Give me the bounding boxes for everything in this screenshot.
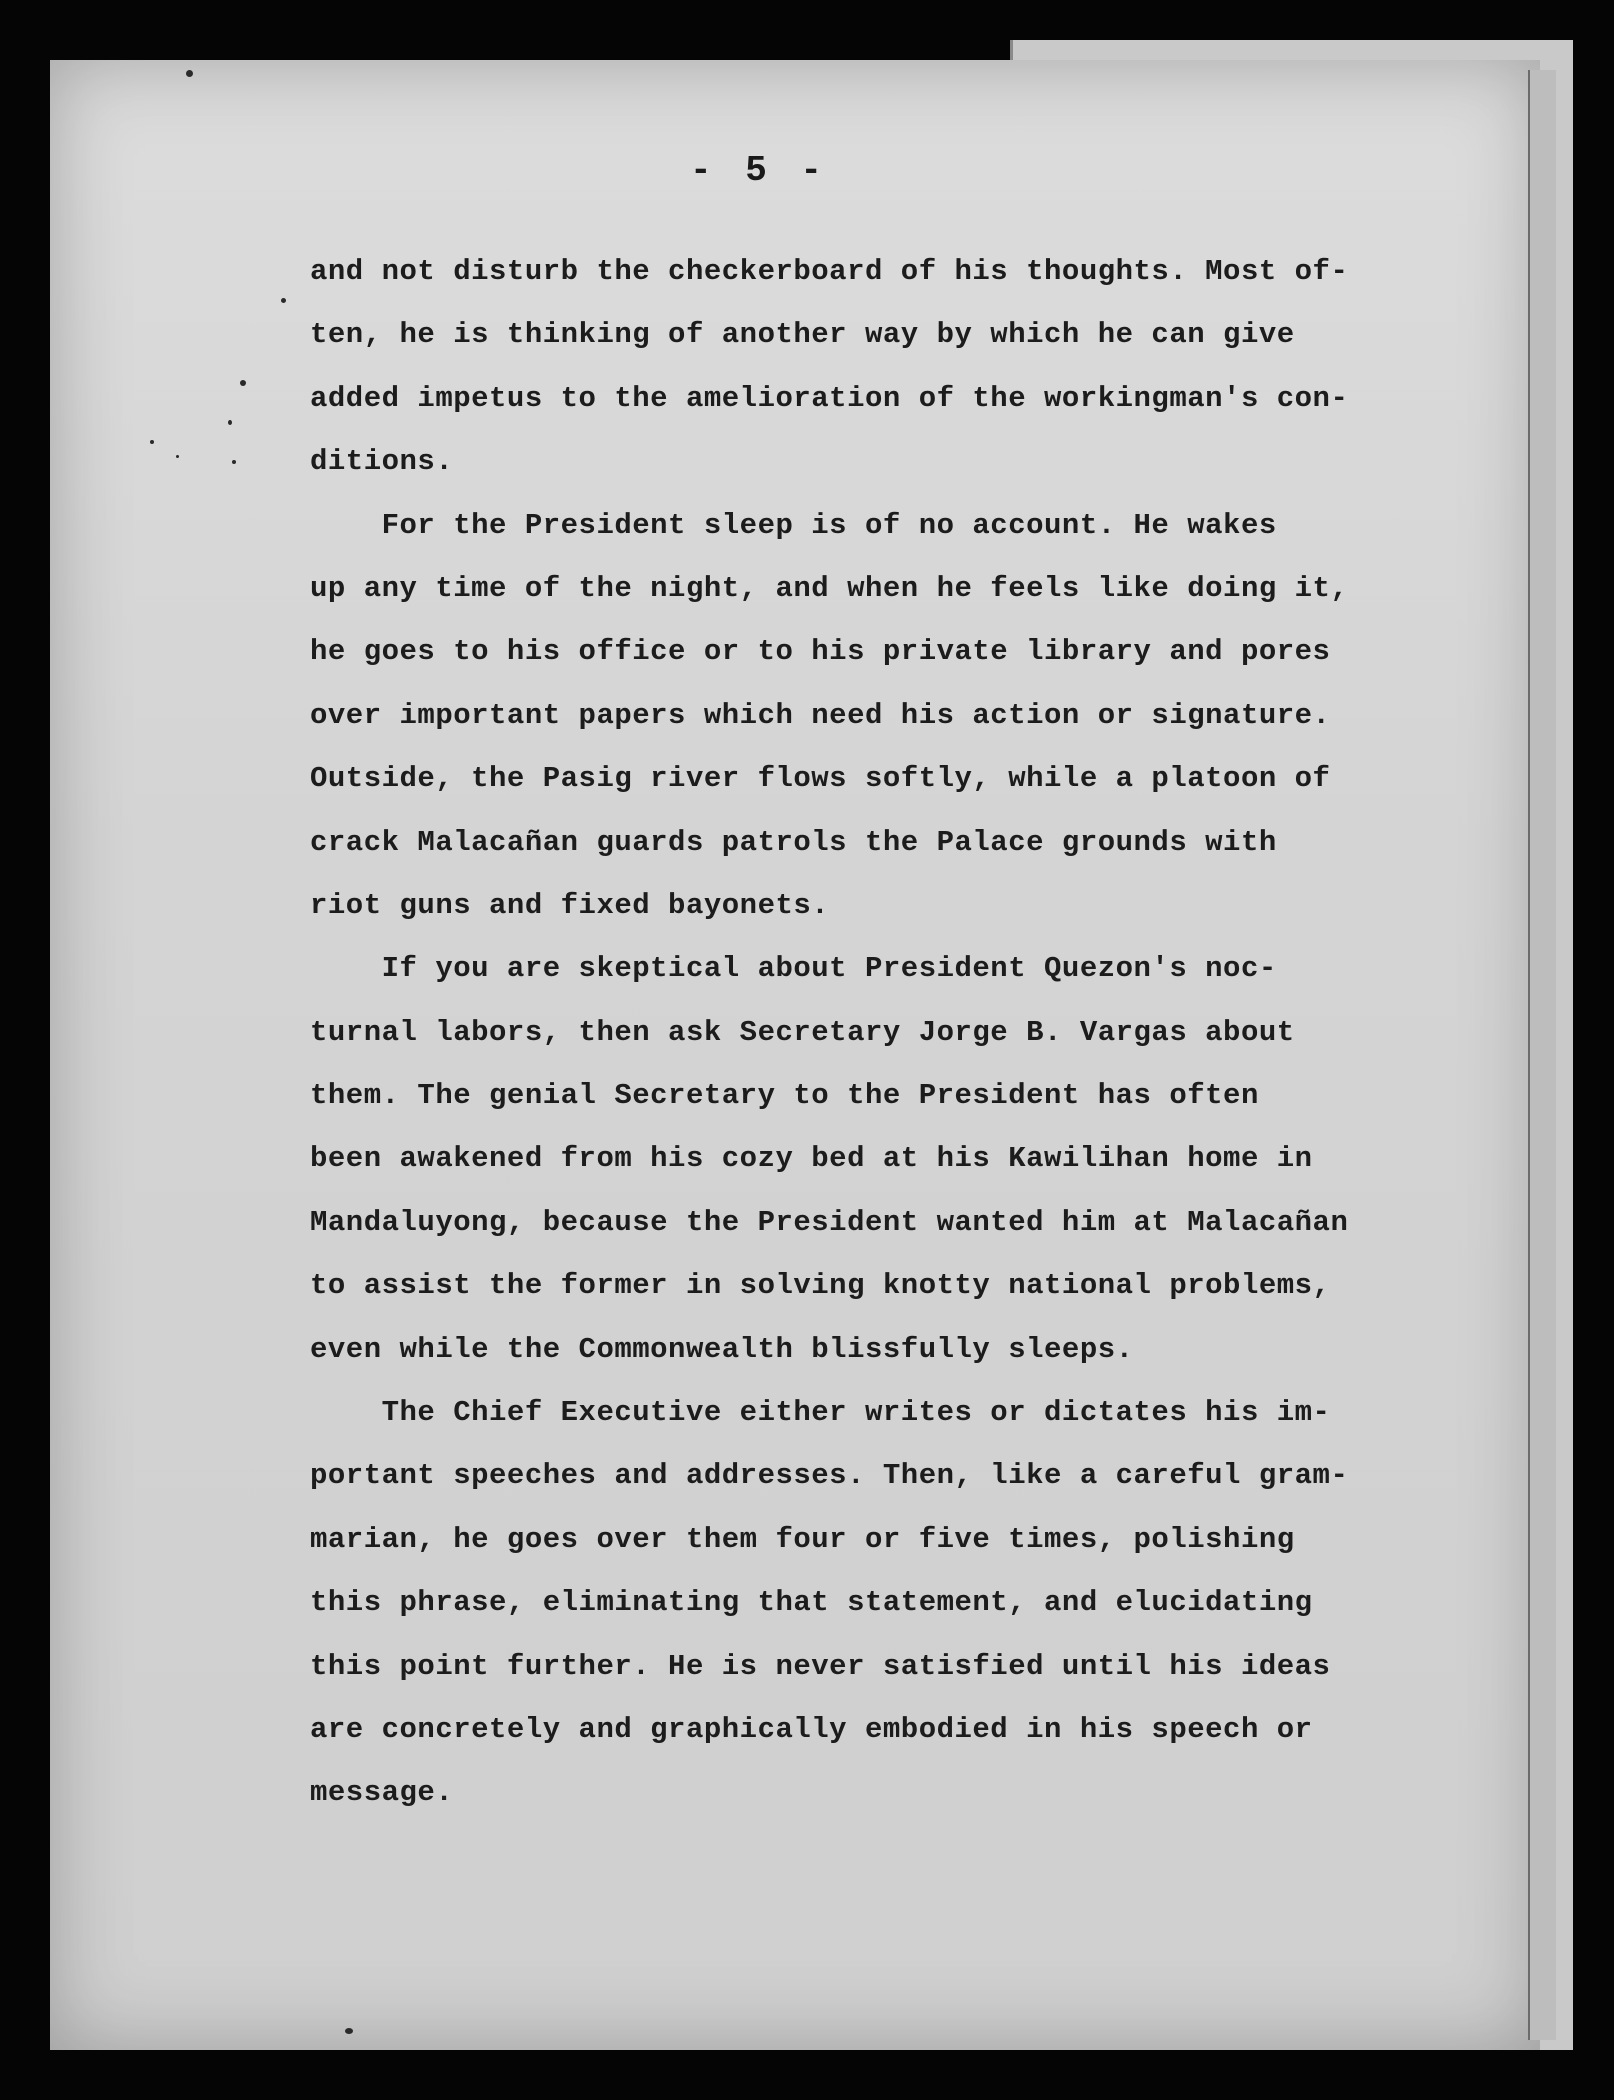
text-line: and not disturb the checkerboard of his thoughts. Most of- (310, 255, 1349, 288)
text-line: this phrase, eliminating that statement, and elucidating (310, 1586, 1313, 1620)
ink-speck (150, 440, 154, 444)
text-line: over important papers which need his action or signature. (310, 698, 1331, 732)
page-edge (1528, 70, 1556, 2040)
text-line: ten, he is thinking of another way by which he can give (310, 318, 1295, 352)
ink-speck (176, 455, 179, 458)
text-line: Outside, the Pasig river flows softly, while a platoon of (310, 762, 1331, 796)
text-line: this point further. He is never satisfied until his ideas (310, 1649, 1331, 1683)
text-line: riot guns and fixed bayonets. (310, 888, 830, 922)
text-line: message. (310, 1776, 454, 1810)
text-line: even while the Commonwealth blissfully sleeps. (310, 1332, 1134, 1366)
text-line: marian, he goes over them four or five times, polishing (310, 1522, 1295, 1556)
text-line: The Chief Executive either writes or dictates his im- (310, 1396, 1331, 1430)
text-line: been awakened from his cozy bed at his Kawilihan home in (310, 1142, 1313, 1176)
ink-speck (345, 2028, 353, 2034)
text-line: If you are skeptical about President Quezon's noc- (310, 952, 1277, 986)
ink-speck (228, 420, 232, 425)
text-line: them. The genial Secretary to the President has often (310, 1079, 1259, 1113)
text-line: added impetus to the amelioration of the workingman's con- (310, 381, 1349, 415)
text-line: For the President sleep is of no account. He wakes (310, 508, 1277, 542)
ink-speck (281, 298, 286, 303)
text-line: portant speeches and addresses. Then, like a careful gram- (310, 1459, 1349, 1493)
text-line: are concretely and graphically embodied in his speech or (310, 1712, 1313, 1746)
ink-speck (186, 70, 193, 77)
ink-speck (240, 380, 246, 386)
text-line: he goes to his office or to his private library and pores (310, 635, 1331, 669)
text-line: ditions. (310, 445, 454, 479)
text-line: to assist the former in solving knotty national problems, (310, 1269, 1331, 1303)
text-line: crack Malacañan guards patrols the Palace grounds with (310, 825, 1277, 859)
page-number: - 5 - (690, 150, 829, 191)
body-text (310, 240, 1430, 1825)
text-line: Mandaluyong, because the President wanted him at Malacañan (310, 1205, 1349, 1239)
text-line: turnal labors, then ask Secretary Jorge B. Vargas about (310, 1015, 1295, 1049)
ink-speck (232, 460, 236, 464)
text-line: up any time of the night, and when he feels like doing it, (310, 571, 1349, 605)
